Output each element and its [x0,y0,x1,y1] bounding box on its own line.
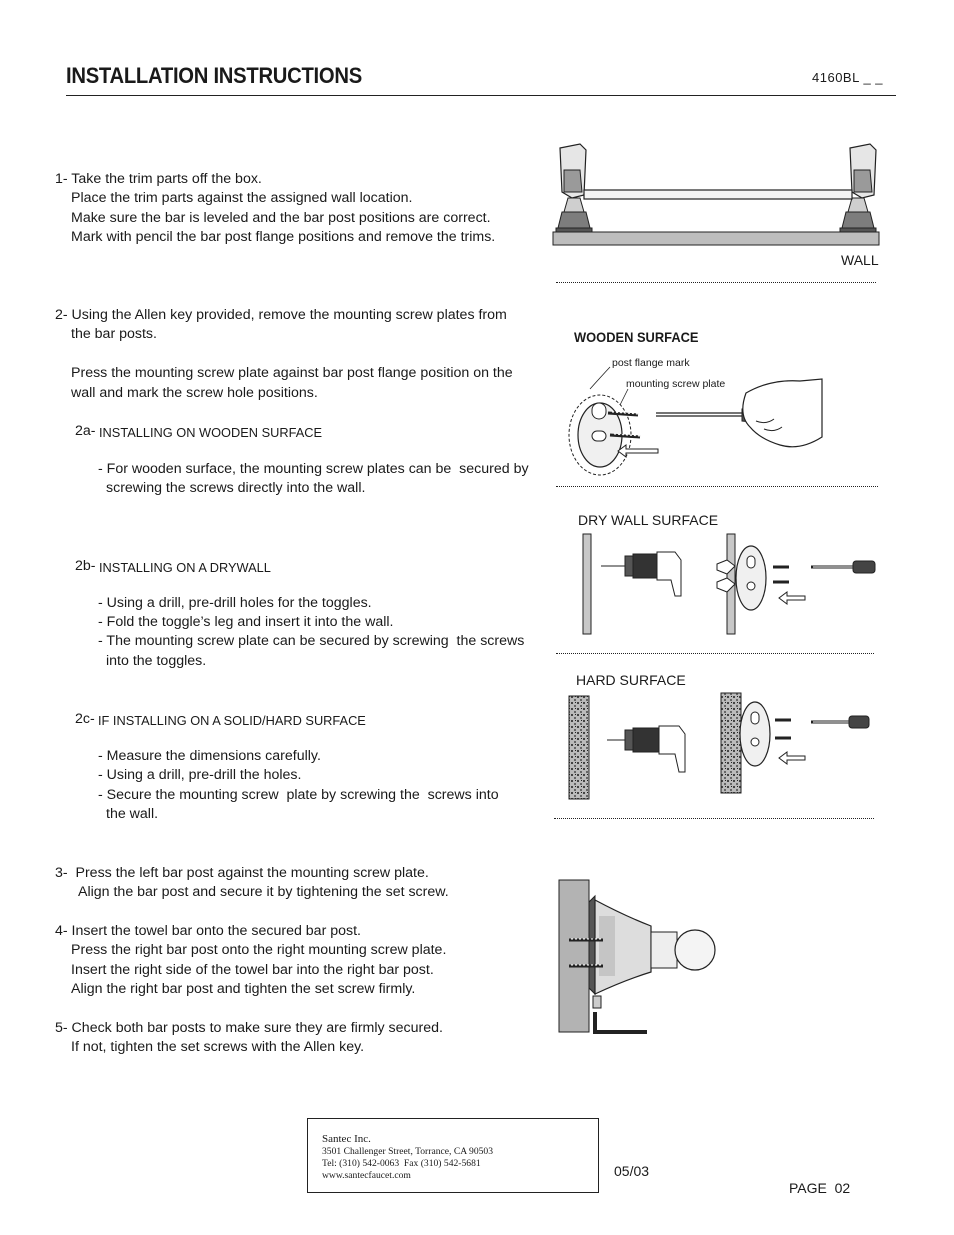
post-flange-mark-label: post flange mark [612,357,690,369]
step-2b-line-4: into the toggles. [106,653,207,669]
dotted-divider [556,486,878,487]
step-2a-line-2: screwing the screws directly into the wall. [106,480,366,496]
step-2c-line-2: - Using a drill, pre-drill the holes. [98,767,302,783]
step-2c-number: 2c- [75,711,95,727]
hard-surface-figure [565,690,875,805]
step-2b-heading: INSTALLING ON A DRYWALL [99,560,271,575]
dotted-divider [556,282,876,283]
company-phone: Tel: (310) 542-0063 Fax (310) 542-5681 [322,1158,481,1169]
towel-bar-on-wall-figure [550,140,885,250]
page-title: INSTALLATION INSTRUCTIONS [66,63,362,88]
step-1-line-4: Mark with pencil the bar post flange positions and remove the trims. [71,229,496,245]
step-3-line-2: Align the bar post and secure it by tightening the set screw. [78,884,449,900]
step-2-line-3: Press the mounting screw plate against bar post flange position on the [71,365,513,381]
bar-post-attached-figure [555,876,725,1038]
step-5-line-1: 5- Check both bar posts to make sure they are firmly secured. [55,1020,443,1036]
company-name: Santec Inc. [322,1133,371,1145]
hard-surface-label: HARD SURFACE [576,672,686,688]
step-2-line-2: the bar posts. [71,326,157,342]
page-number: PAGE 02 [789,1180,851,1196]
step-2a-number: 2a- [75,423,96,439]
step-2a-line-1: - For wooden surface, the mounting screw plates can be secured by [98,461,529,477]
step-1-line-3: Make sure the bar is leveled and the bar post positions are correct. [71,210,491,226]
mounting-screw-plate-label: mounting screw plate [626,378,726,390]
wooden-surface-label: WOODEN SURFACE [574,329,699,345]
company-street: 3501 Challenger Street, Torrance, CA 90503 [322,1146,494,1157]
step-2-line-4: wall and mark the screw hole positions. [71,385,318,401]
wooden-surface-figure [560,365,830,480]
company-address-box [307,1118,599,1193]
dry-wall-surface-figure [575,530,880,640]
step-1-line-2: Place the trim parts against the assigned wall location. [71,190,413,206]
dry-wall-surface-label: DRY WALL SURFACE [578,512,719,528]
step-2b-number: 2b- [75,558,96,574]
step-3-line-1: 3- Press the left bar post against the mounting screw plate. [55,865,429,881]
dotted-divider [554,818,874,819]
step-2-line-1: 2- Using the Allen key provided, remove the mounting screw plates from [55,307,507,323]
step-5-line-2: If not, tighten the set screws with the Allen key. [71,1039,365,1055]
step-4-line-1: 4- Insert the towel bar onto the secured bar post. [55,923,361,939]
step-2b-line-3: - The mounting screw plate can be secured by screwing the screws [98,633,525,649]
document-date: 05/03 [614,1163,650,1179]
step-2a-heading: INSTALLING ON WOODEN SURFACE [99,425,323,440]
step-4-line-3: Insert the right side of the towel bar into the right bar post. [71,962,434,978]
step-2c-line-4: the wall. [106,806,159,822]
company-website: www.santecfaucet.com [322,1170,411,1181]
model-number: 4160BL _ _ [812,70,884,85]
step-1-line-1: 1- Take the trim parts off the box. [55,171,262,187]
dotted-divider [556,653,874,654]
step-4-line-4: Align the right bar post and tighten the set screw firmly. [71,981,416,997]
step-2c-line-3: - Secure the mounting screw plate by screwing the screws into [98,787,499,803]
step-4-line-2: Press the right bar post onto the right mounting screw plate. [71,942,447,958]
header-divider [66,95,896,96]
wall-label: WALL [841,252,879,268]
step-2b-line-1: - Using a drill, pre-drill holes for the toggles. [98,595,372,611]
step-2c-line-1: - Measure the dimensions carefully. [98,748,321,764]
step-2c-heading: IF INSTALLING ON A SOLID/HARD SURFACE [98,713,366,728]
step-2b-line-2: - Fold the toggle’s leg and insert it into the wall. [98,614,394,630]
